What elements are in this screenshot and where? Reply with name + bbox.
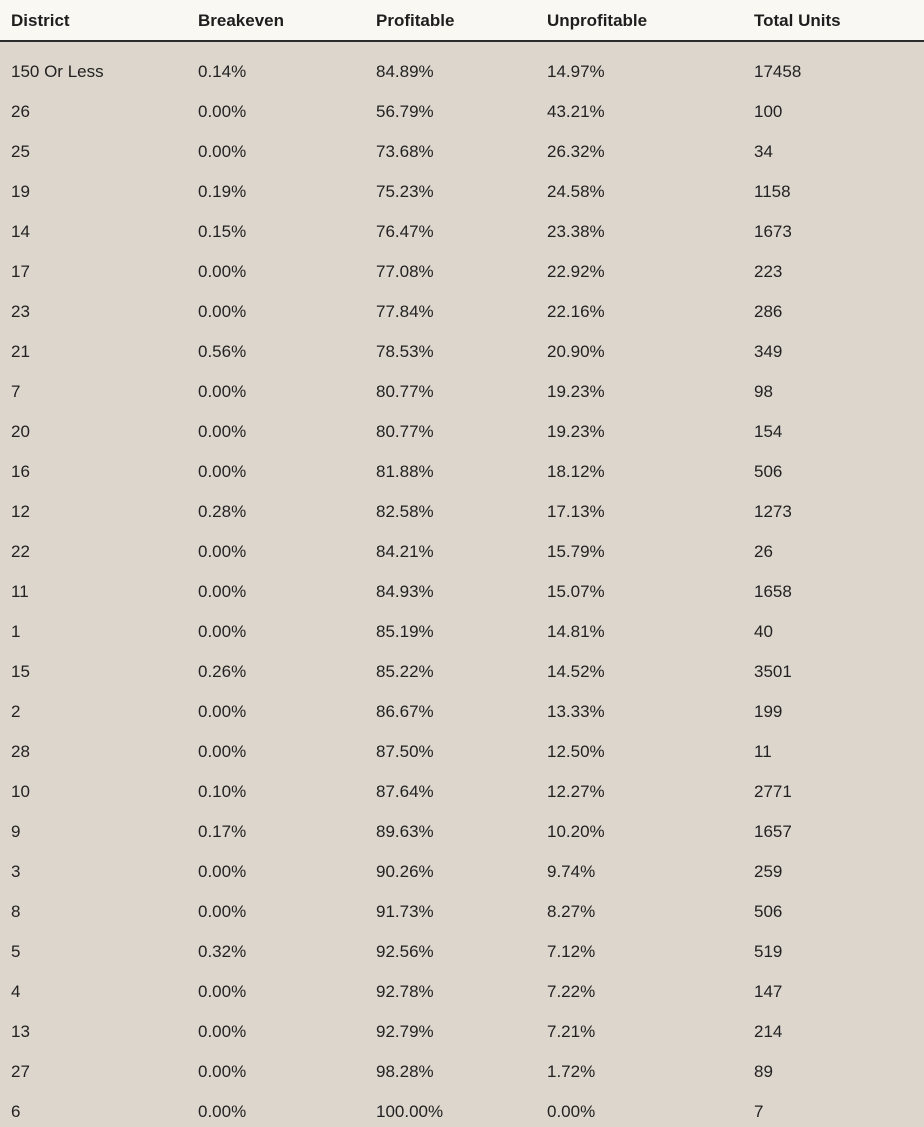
unprofitable-cell: 9.74%	[547, 862, 596, 881]
total-units-cell: 223	[754, 262, 783, 281]
district-cell: 150 Or Less	[11, 62, 104, 81]
total-units-cell: 259	[754, 862, 783, 881]
table-row	[0, 1007, 924, 1047]
breakeven-cell: 0.00%	[198, 262, 247, 281]
unprofitable-cell: 1.72%	[547, 1062, 596, 1081]
column-header-profitable[interactable]: Profitable	[376, 11, 455, 30]
unprofitable-cell: 24.58%	[547, 182, 605, 201]
table-row	[0, 327, 924, 367]
district-cell: 6	[11, 1102, 21, 1121]
profitable-cell: 80.77%	[376, 382, 434, 401]
table-row	[0, 367, 924, 407]
total-units-cell: 214	[754, 1022, 783, 1041]
profitable-cell: 80.77%	[376, 422, 434, 441]
district-cell: 13	[11, 1022, 30, 1041]
total-units-cell: 7	[754, 1102, 764, 1121]
table-row	[0, 527, 924, 567]
total-units-cell: 100	[754, 102, 783, 121]
breakeven-cell: 0.10%	[198, 782, 247, 801]
column-header-unprofitable[interactable]: Unprofitable	[547, 11, 648, 30]
breakeven-cell: 0.00%	[198, 902, 247, 921]
unprofitable-cell: 0.00%	[547, 1102, 596, 1121]
unprofitable-cell: 14.97%	[547, 62, 605, 81]
district-cell: 17	[11, 262, 30, 281]
unprofitable-cell: 10.20%	[547, 822, 605, 841]
profitable-cell: 75.23%	[376, 182, 434, 201]
district-cell: 27	[11, 1062, 30, 1081]
unprofitable-cell: 20.90%	[547, 342, 605, 361]
district-cell: 19	[11, 182, 30, 201]
profitable-cell: 92.79%	[376, 1022, 434, 1041]
table-row	[0, 927, 924, 967]
breakeven-cell: 0.00%	[198, 422, 247, 441]
breakeven-cell: 0.17%	[198, 822, 247, 841]
unprofitable-cell: 17.13%	[547, 502, 605, 521]
table-row	[0, 567, 924, 607]
breakeven-cell: 0.00%	[198, 542, 247, 561]
table-row	[0, 167, 924, 207]
district-cell: 28	[11, 742, 30, 761]
profitable-cell: 98.28%	[376, 1062, 434, 1081]
profitable-cell: 77.84%	[376, 302, 434, 321]
profitable-cell: 77.08%	[376, 262, 434, 281]
district-cell: 11	[11, 582, 29, 601]
total-units-cell: 1657	[754, 822, 792, 841]
breakeven-cell: 0.00%	[198, 702, 247, 721]
unprofitable-cell: 7.22%	[547, 982, 596, 1001]
total-units-cell: 89	[754, 1062, 773, 1081]
table-row	[0, 727, 924, 767]
total-units-cell: 506	[754, 902, 783, 921]
column-header-district[interactable]: District	[11, 11, 70, 30]
table-body	[0, 42, 924, 1127]
table-row	[0, 127, 924, 167]
total-units-cell: 147	[754, 982, 783, 1001]
total-units-cell: 98	[754, 382, 773, 401]
table-row	[0, 247, 924, 287]
total-units-cell: 1273	[754, 502, 792, 521]
unprofitable-cell: 22.16%	[547, 302, 605, 321]
breakeven-cell: 0.00%	[198, 982, 247, 1001]
profitable-cell: 84.93%	[376, 582, 434, 601]
unprofitable-cell: 12.27%	[547, 782, 605, 801]
unprofitable-cell: 18.12%	[547, 462, 605, 481]
breakeven-cell: 0.00%	[198, 462, 247, 481]
breakeven-cell: 0.28%	[198, 502, 247, 521]
total-units-cell: 34	[754, 142, 773, 161]
profitable-cell: 92.78%	[376, 982, 434, 1001]
district-cell: 21	[11, 342, 30, 361]
district-cell: 1	[11, 622, 21, 641]
breakeven-cell: 0.00%	[198, 142, 247, 161]
profitable-cell: 73.68%	[376, 142, 434, 161]
unprofitable-cell: 26.32%	[547, 142, 605, 161]
profitable-cell: 84.89%	[376, 62, 434, 81]
profitable-cell: 56.79%	[376, 102, 434, 121]
district-cell: 14	[11, 222, 30, 241]
table-row	[0, 47, 924, 87]
district-cell: 20	[11, 422, 30, 441]
unprofitable-cell: 19.23%	[547, 382, 605, 401]
total-units-cell: 1673	[754, 222, 792, 241]
district-cell: 15	[11, 662, 30, 681]
breakeven-cell: 0.00%	[198, 1062, 247, 1081]
district-cell: 25	[11, 142, 30, 161]
district-cell: 2	[11, 702, 21, 721]
table-header	[0, 0, 924, 42]
unprofitable-cell: 15.79%	[547, 542, 605, 561]
breakeven-cell: 0.00%	[198, 862, 247, 881]
profitable-cell: 82.58%	[376, 502, 434, 521]
district-cell: 26	[11, 102, 30, 121]
district-cell: 16	[11, 462, 30, 481]
table-row	[0, 207, 924, 247]
district-cell: 4	[11, 982, 21, 1001]
total-units-cell: 199	[754, 702, 783, 721]
table-row	[0, 887, 924, 927]
total-units-cell: 286	[754, 302, 783, 321]
breakeven-cell: 0.00%	[198, 1102, 247, 1121]
breakeven-cell: 0.32%	[198, 942, 247, 961]
unprofitable-cell: 43.21%	[547, 102, 605, 121]
unprofitable-cell: 7.21%	[547, 1022, 596, 1041]
profitable-cell: 81.88%	[376, 462, 434, 481]
total-units-cell: 1658	[754, 582, 792, 601]
profitable-cell: 92.56%	[376, 942, 434, 961]
breakeven-cell: 0.00%	[198, 302, 247, 321]
table-row	[0, 607, 924, 647]
total-units-cell: 506	[754, 462, 783, 481]
breakeven-cell: 0.26%	[198, 662, 247, 681]
breakeven-cell: 0.56%	[198, 342, 247, 361]
profitable-cell: 85.19%	[376, 622, 434, 641]
column-header-breakeven[interactable]: Breakeven	[198, 11, 285, 30]
breakeven-cell: 0.00%	[198, 622, 247, 641]
table-row	[0, 647, 924, 687]
district-cell: 9	[11, 822, 21, 841]
total-units-cell: 11	[754, 742, 772, 761]
total-units-cell: 2771	[754, 782, 792, 801]
breakeven-cell: 0.00%	[198, 582, 247, 601]
total-units-cell: 349	[754, 342, 783, 361]
district-cell: 12	[11, 502, 30, 521]
breakeven-cell: 0.14%	[198, 62, 247, 81]
total-units-cell: 40	[754, 622, 773, 641]
profitable-cell: 78.53%	[376, 342, 434, 361]
profitable-cell: 86.67%	[376, 702, 434, 721]
profitable-cell: 89.63%	[376, 822, 434, 841]
district-cell: 22	[11, 542, 30, 561]
unprofitable-cell: 19.23%	[547, 422, 605, 441]
district-cell: 3	[11, 862, 21, 881]
unprofitable-cell: 23.38%	[547, 222, 605, 241]
unprofitable-cell: 15.07%	[547, 582, 605, 601]
table-row	[0, 447, 924, 487]
profitable-cell: 85.22%	[376, 662, 434, 681]
unprofitable-cell: 13.33%	[547, 702, 605, 721]
breakeven-cell: 0.00%	[198, 742, 247, 761]
breakeven-cell: 0.00%	[198, 102, 247, 121]
column-header-total-units[interactable]: Total Units	[754, 11, 841, 30]
unprofitable-cell: 22.92%	[547, 262, 605, 281]
table-row	[0, 807, 924, 847]
profitable-cell: 90.26%	[376, 862, 434, 881]
district-cell: 7	[11, 382, 21, 401]
table-row	[0, 847, 924, 887]
profitable-cell: 87.50%	[376, 742, 434, 761]
total-units-cell: 17458	[754, 62, 802, 81]
table-row	[0, 407, 924, 447]
total-units-cell: 519	[754, 942, 783, 961]
unprofitable-cell: 14.81%	[547, 622, 605, 641]
profitable-cell: 87.64%	[376, 782, 434, 801]
table-row	[0, 87, 924, 127]
table-row	[0, 967, 924, 1007]
table-row	[0, 767, 924, 807]
unprofitable-cell: 7.12%	[547, 942, 596, 961]
breakeven-cell: 0.15%	[198, 222, 247, 241]
district-cell: 5	[11, 942, 21, 961]
table-row	[0, 687, 924, 727]
profitable-cell: 91.73%	[376, 902, 434, 921]
profitable-cell: 84.21%	[376, 542, 434, 561]
table-row	[0, 287, 924, 327]
table-row	[0, 1047, 924, 1087]
breakeven-cell: 0.19%	[198, 182, 247, 201]
total-units-cell: 154	[754, 422, 783, 441]
total-units-cell: 1158	[754, 182, 791, 201]
profitable-cell: 100.00%	[376, 1102, 444, 1121]
district-cell: 10	[11, 782, 30, 801]
table-row	[0, 1087, 924, 1127]
total-units-cell: 26	[754, 542, 773, 561]
district-cell: 23	[11, 302, 30, 321]
breakeven-cell: 0.00%	[198, 1022, 247, 1041]
district-cell: 8	[11, 902, 21, 921]
total-units-cell: 3501	[754, 662, 792, 681]
table-row	[0, 487, 924, 527]
unprofitable-cell: 14.52%	[547, 662, 605, 681]
unprofitable-cell: 12.50%	[547, 742, 605, 761]
unprofitable-cell: 8.27%	[547, 902, 596, 921]
profitable-cell: 76.47%	[376, 222, 434, 241]
breakeven-cell: 0.00%	[198, 382, 247, 401]
